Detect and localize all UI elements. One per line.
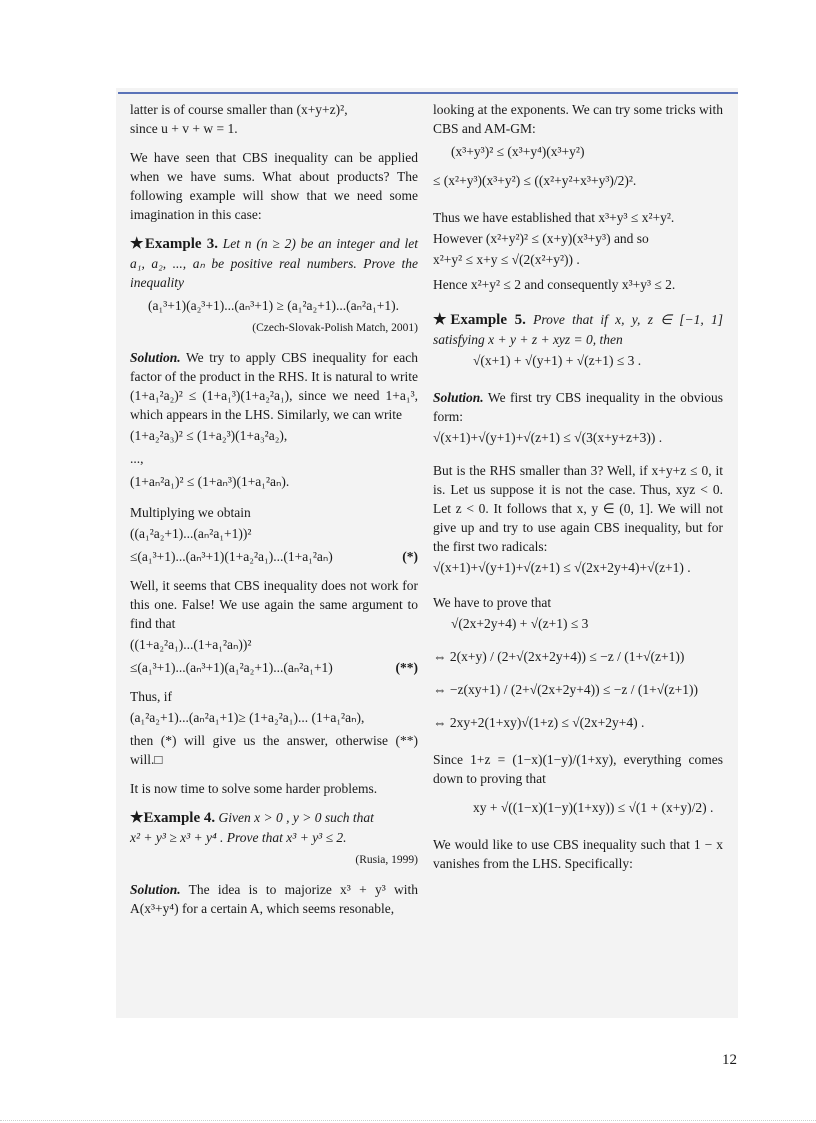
example-5-formula: √(x+1) + √(y+1) + √(z+1) ≤ 3 . xyxy=(473,353,642,368)
well-formula-2-text: ≤(a₁³+1)...(aₙ³+1)(a₁²a₂+1)...(aₙ²a₁+1) xyxy=(130,660,333,675)
example-5-heading: ★Example 5. xyxy=(433,312,526,328)
established-text: Thus we have established that x³+y³ ≤ x²+y². xyxy=(433,210,675,225)
solution-3 xyxy=(130,348,418,424)
left-column xyxy=(130,100,418,928)
example-4 xyxy=(130,808,418,847)
example-4-statement: Given x > 0 , y > 0 such that xyxy=(218,810,374,825)
solution-4 xyxy=(130,880,418,918)
prove-formula-4: ⇔ 2xy+2(1+xy)√(1+z) ≤ √(2x+2y+4) . xyxy=(433,715,645,730)
thus-text: Thus, if xyxy=(130,689,172,704)
solution-5-formula: √(x+1)+√(y+1)+√(z+1) ≤ √(3(x+y+z+3)) . xyxy=(433,430,663,445)
example-4-source: (Rusia, 1999) xyxy=(355,854,418,866)
since-paragraph: Since 1+z = (1−x)(1−y)/(1+xy), everything comes down to proving that xyxy=(433,752,723,786)
example-3-heading: ★Example 3. xyxy=(130,236,218,252)
well-formula-2 xyxy=(130,658,418,677)
multiplying-text: Multiplying we obtain xyxy=(130,505,251,520)
rhs-paragraph: But is the RHS smaller than 3? Well, if x+y+z ≤ 0, it is. Let us suppose it is not the case. Thus, xyz < 0. Let z < 0. It follows that x, y ∈ (0, 1]. We will not give up and try to use again CBS inequality, but for the first two radicals: xyxy=(433,463,723,554)
prove-formula-3: ⇔ −z(xy+1) / (2+√(2x+2y+4)) ≤ −z / (1+√(z+1)) xyxy=(433,682,698,697)
equation-tag-double-star: (**) xyxy=(395,660,418,675)
solution-3-text: We try to apply CBS inequality for each factor of the product in the RHS. It is natural to write (1+a₁²a₂)² ≤ (1+a₁³)(1+a₂²a₁), xyxy=(130,350,418,403)
solution-3-formula-1: (1+a₂²a₃)² ≤ (1+a₂³)(1+a₃²a₂), xyxy=(130,428,288,443)
sums-paragraph: We have seen that CBS inequality can be applied when we have sums. What about products? The following example will show that we need some imagination in this case: xyxy=(130,150,418,222)
since-formula: xy + √((1−x)(1−y)(1+xy)) ≤ √(1 + (x+y)/2) . xyxy=(473,800,714,815)
right-column xyxy=(433,100,723,883)
solution-5 xyxy=(433,388,723,426)
solution-5-heading: Solution. xyxy=(433,390,484,405)
solution-3-heading: Solution. xyxy=(130,350,181,365)
example-5-statement: Prove that if x, y, z ∈ [−1, 1] satisfying x + y + z + xyz = 0, then xyxy=(433,312,723,347)
example-3-formula: (a₁³+1)(a₂³+1)...(aₙ³+1) ≥ (a₁²a₂+1)...(aₙ²a₁+1). xyxy=(148,298,400,313)
prove-text: We have to prove that xyxy=(433,595,552,610)
example-3-statement: Let n (n ≥ 2) be an integer and let a₁, a₂, ..., aₙ be positive real numbers. Prove the inequality xyxy=(130,236,418,290)
hence-text: Hence x²+y² ≤ 2 and consequently x³+y³ ≤ 2. xyxy=(433,277,676,292)
footer-dotted-line xyxy=(0,1120,816,1121)
final-paragraph: We would like to use CBS inequality such that 1 − x vanishes from the LHS. Specifically: xyxy=(433,837,723,871)
rhs-formula: √(x+1)+√(y+1)+√(z+1) ≤ √(2x+2y+4)+√(z+1) . xyxy=(433,560,691,575)
cbs-formula-1: (x³+y³)² ≤ (x³+y⁴)(x³+y²) xyxy=(451,144,585,159)
solution-4-text: The idea is to majorize x³ + y³ with A(x³+y⁴) for a certain A, which seems resonable, xyxy=(130,882,418,916)
page-number: 12 xyxy=(722,1052,737,1068)
however-text: However (x²+y²)² ≤ (x+y)(x³+y³) and so xyxy=(433,231,649,246)
continuation-paragraph: looking at the exponents. We can try some tricks with CBS and AM-GM: xyxy=(433,102,723,136)
solution-3-formula-2: ..., xyxy=(130,451,144,466)
cbs-formula-2: ≤ (x²+y³)(x³+y²) ≤ ((x²+y²+x³+y³)/2)². xyxy=(433,173,637,188)
solution-3-formula-3: (1+aₙ²a₁)² ≤ (1+aₙ³)(1+a₁²aₙ). xyxy=(130,474,290,489)
multiplying-formula-2 xyxy=(130,547,418,566)
example-4-heading: ★Example 4. xyxy=(130,810,216,826)
harder-problems-text: It is now time to solve some harder problems. xyxy=(130,781,378,796)
example-5 xyxy=(433,310,723,349)
example-3 xyxy=(130,234,418,292)
multiplying-formula-2-text: ≤(a₁³+1)...(aₙ³+1)(1+a₂²a₁)...(1+a₁²aₙ) xyxy=(130,549,333,564)
example-4-statement-2: x² + y³ ≥ x³ + y⁴ . Prove that x³ + y³ ≤ 2. xyxy=(130,830,347,845)
prove-formula-1: √(2x+2y+4) + √(z+1) ≤ 3 xyxy=(451,616,589,631)
intro-line-2: since u + v + w = 1. xyxy=(130,121,238,136)
solution-4-heading: Solution. xyxy=(130,882,181,897)
intro-line-1: latter is of course smaller than (x+y+z)², xyxy=(130,102,348,117)
header-rule xyxy=(118,92,738,94)
well-formula-1: ((1+a₂²a₁)...(1+a₁²aₙ))² xyxy=(130,637,252,652)
solution-5-text: We first try CBS inequality in the obvious form: xyxy=(433,390,723,424)
however-formula: x²+y² ≤ x+y ≤ √(2(x²+y²)) . xyxy=(433,252,580,267)
intro-paragraph xyxy=(130,100,418,138)
multiplying-formula-1: ((a₁²a₂+1)...(aₙ²a₁+1))² xyxy=(130,526,252,541)
equation-tag-star: (*) xyxy=(402,549,418,564)
well-paragraph: Well, it seems that CBS inequality does not work for this one. False! We use again the same argument to find that xyxy=(130,578,418,631)
thus-formula: (a₁²a₂+1)...(aₙ²a₁+1)≥ (1+a₂²a₁)... (1+a₁²aₙ), xyxy=(130,710,365,725)
example-3-source: (Czech-Slovak-Polish Match, 2001) xyxy=(252,322,418,334)
thus-conclusion: then (*) will give us the answer, otherwise (**) will.□ xyxy=(130,733,418,767)
solution-3-text-2: since we need 1+a₁³, which appears in the LHS. Similarly, we can write xyxy=(130,388,419,422)
prove-formula-2: ⇔ 2(x+y) / (2+√(2x+2y+4)) ≤ −z / (1+√(z+1)) xyxy=(433,649,685,664)
